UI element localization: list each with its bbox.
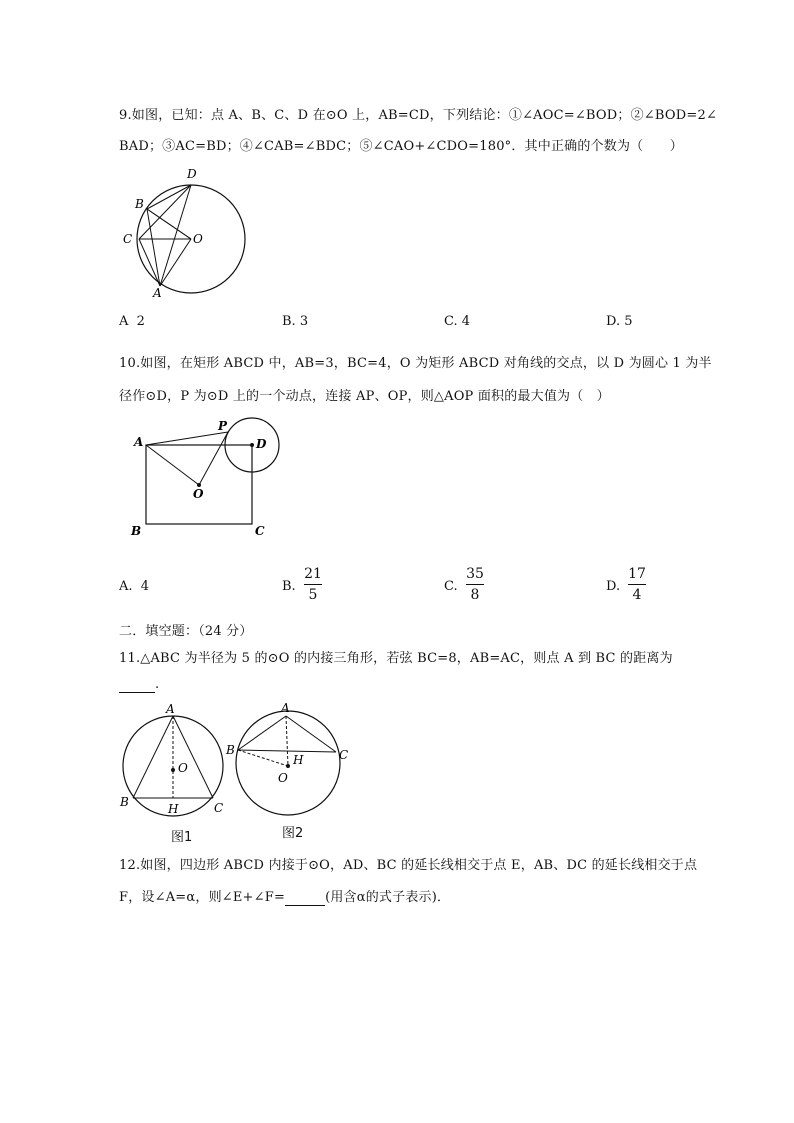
q9-option-b: B. 3 xyxy=(282,314,309,329)
q11-figure-2 xyxy=(228,700,358,825)
q9-label-b: B xyxy=(135,197,144,211)
fig1-label-a: A xyxy=(166,702,175,716)
q10-option-a: A. 4 xyxy=(119,579,150,594)
q10-option-b-fraction: 21 5 xyxy=(304,566,322,603)
fig1-label-h: H xyxy=(168,802,179,816)
q10-option-d-fraction: 17 4 xyxy=(628,566,646,603)
q10-label-d: D xyxy=(256,437,267,451)
q9-stem-line1: 9.如图，已知：点 A、B、C、D 在⊙O 上，AB=CD，下列结论：①∠AOC=∠BOD；②∠BOD=2∠ xyxy=(119,108,718,123)
q9-label-c: C xyxy=(123,232,133,246)
fig2-label-b: B xyxy=(226,743,235,757)
q10-option-b-letter: B. xyxy=(282,579,296,594)
q10-label-c: C xyxy=(255,524,265,538)
q11-answer-blank[interactable] xyxy=(119,677,155,693)
q10-label-b: B xyxy=(131,524,142,538)
q10-option-d-letter: D. xyxy=(606,579,621,594)
q10-option-c-letter: C. xyxy=(444,579,458,594)
fig2-label-o: O xyxy=(278,771,288,785)
fig1-label-o: O xyxy=(178,761,188,775)
q10-label-p: P xyxy=(218,419,228,433)
q10-figure xyxy=(128,416,288,541)
q10-option-c-fraction: 35 8 xyxy=(466,566,484,603)
q10-stem-line2: 径作⊙D，P 为⊙D 上的一个动点，连接 AP、OP，则△AOP 面积的最大值为（ ） xyxy=(119,389,610,404)
q10-stem-line1: 10.如图，在矩形 ABCD 中，AB=3，BC=4，O 为矩形 ABCD 对角线的交点，以 D 为圆心 1 为半 xyxy=(119,356,712,371)
q12-answer-blank[interactable] xyxy=(285,890,325,906)
q9-option-d: D. 5 xyxy=(606,314,633,329)
q11-figure-1 xyxy=(118,700,238,825)
q9-option-c: C. 4 xyxy=(444,314,471,329)
q12-stem-line2: F，设∠A=α，则∠E+∠F= (用含α的式子表示)． xyxy=(119,890,451,905)
q9-label-o: O xyxy=(193,232,203,246)
fig1-label-c: C xyxy=(214,801,224,815)
q10-label-a: A xyxy=(134,435,144,449)
q10-label-o: O xyxy=(193,487,204,501)
fig2-label-a: A xyxy=(281,701,290,715)
fig1-label-b: B xyxy=(120,795,129,809)
section2-title: 二．填空题：（24 分） xyxy=(119,624,253,639)
fig2-label-h: H xyxy=(293,753,304,767)
q11-stem-line1: 11.△ABC 为半径为 5 的⊙O 的内接三角形，若弦 BC=8，AB=AC，则点 A 到 BC 的距离为 xyxy=(119,651,673,666)
q11-figure-2-caption: 图2 xyxy=(282,826,304,841)
q9-label-a: A xyxy=(153,286,162,300)
q9-label-d: D xyxy=(187,167,197,181)
q12-stem-line1: 12.如图，四边形 ABCD 内接于⊙O，AD、BC 的延长线相交于点 E，AB、DC 的延长线相交于点 xyxy=(119,858,698,873)
q9-figure xyxy=(115,165,255,300)
q9-stem-line2: BAD；③AC=BD；④∠CAB=∠BDC；⑤∠CAO+∠CDO=180°．其中正确的个数为（ ） xyxy=(119,139,683,154)
q11-figure-1-caption: 图1 xyxy=(171,830,193,845)
fig2-label-c: C xyxy=(339,748,349,762)
q9-option-a: A 2 xyxy=(119,314,145,329)
q11-answer-line: . xyxy=(119,677,159,693)
